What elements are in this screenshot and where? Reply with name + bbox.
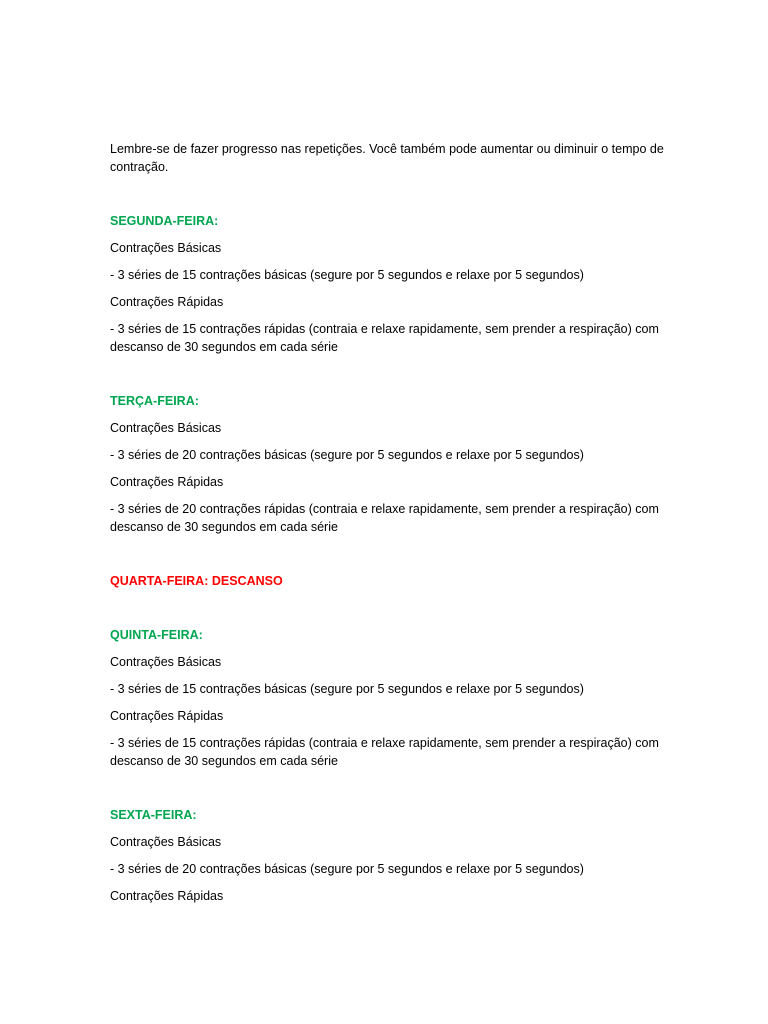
day-section-segunda [110, 212, 670, 356]
basic-contractions-label: Contrações Básicas [110, 655, 222, 669]
day-heading-segunda: SEGUNDA-FEIRA: [110, 214, 219, 228]
day-heading-sexta: SEXTA-FEIRA: [110, 808, 197, 822]
fast-contractions-text: - 3 séries de 20 contrações rápidas (contraia e relaxe rapidamente, sem prender a respiração) com descanso de 30 segundos em cada série [110, 502, 659, 534]
fast-contractions-label: Contrações Rápidas [110, 295, 224, 309]
document-page [110, 140, 670, 905]
basic-contractions-text: - 3 séries de 15 contrações básicas (segure por 5 segundos e relaxe por 5 segundos) [110, 682, 584, 696]
day-heading-terca: TERÇA-FEIRA: [110, 394, 199, 408]
fast-contractions-label: Contrações Rápidas [110, 889, 224, 903]
basic-contractions-label: Contrações Básicas [110, 421, 222, 435]
fast-contractions-label: Contrações Rápidas [110, 709, 224, 723]
day-section-terca [110, 392, 670, 536]
day-section-quarta [110, 572, 670, 590]
intro-paragraph: Lembre-se de fazer progresso nas repetições. Você também pode aumentar ou diminuir o tempo de contração. [110, 142, 664, 174]
basic-contractions-label: Contrações Básicas [110, 241, 222, 255]
day-heading-quinta: QUINTA-FEIRA: [110, 628, 203, 642]
basic-contractions-label: Contrações Básicas [110, 835, 222, 849]
basic-contractions-text: - 3 séries de 20 contrações básicas (segure por 5 segundos e relaxe por 5 segundos) [110, 862, 584, 876]
day-section-sexta [110, 806, 670, 905]
basic-contractions-text: - 3 séries de 20 contrações básicas (segure por 5 segundos e relaxe por 5 segundos) [110, 448, 584, 462]
day-heading-quarta-rest: QUARTA-FEIRA: DESCANSO [110, 574, 283, 588]
fast-contractions-text: - 3 séries de 15 contrações rápidas (contraia e relaxe rapidamente, sem prender a respiração) com descanso de 30 segundos em cada série [110, 736, 659, 768]
fast-contractions-label: Contrações Rápidas [110, 475, 224, 489]
fast-contractions-text: - 3 séries de 15 contrações rápidas (contraia e relaxe rapidamente, sem prender a respiração) com descanso de 30 segundos em cada série [110, 322, 659, 354]
day-section-quinta [110, 626, 670, 770]
basic-contractions-text: - 3 séries de 15 contrações básicas (segure por 5 segundos e relaxe por 5 segundos) [110, 268, 584, 282]
